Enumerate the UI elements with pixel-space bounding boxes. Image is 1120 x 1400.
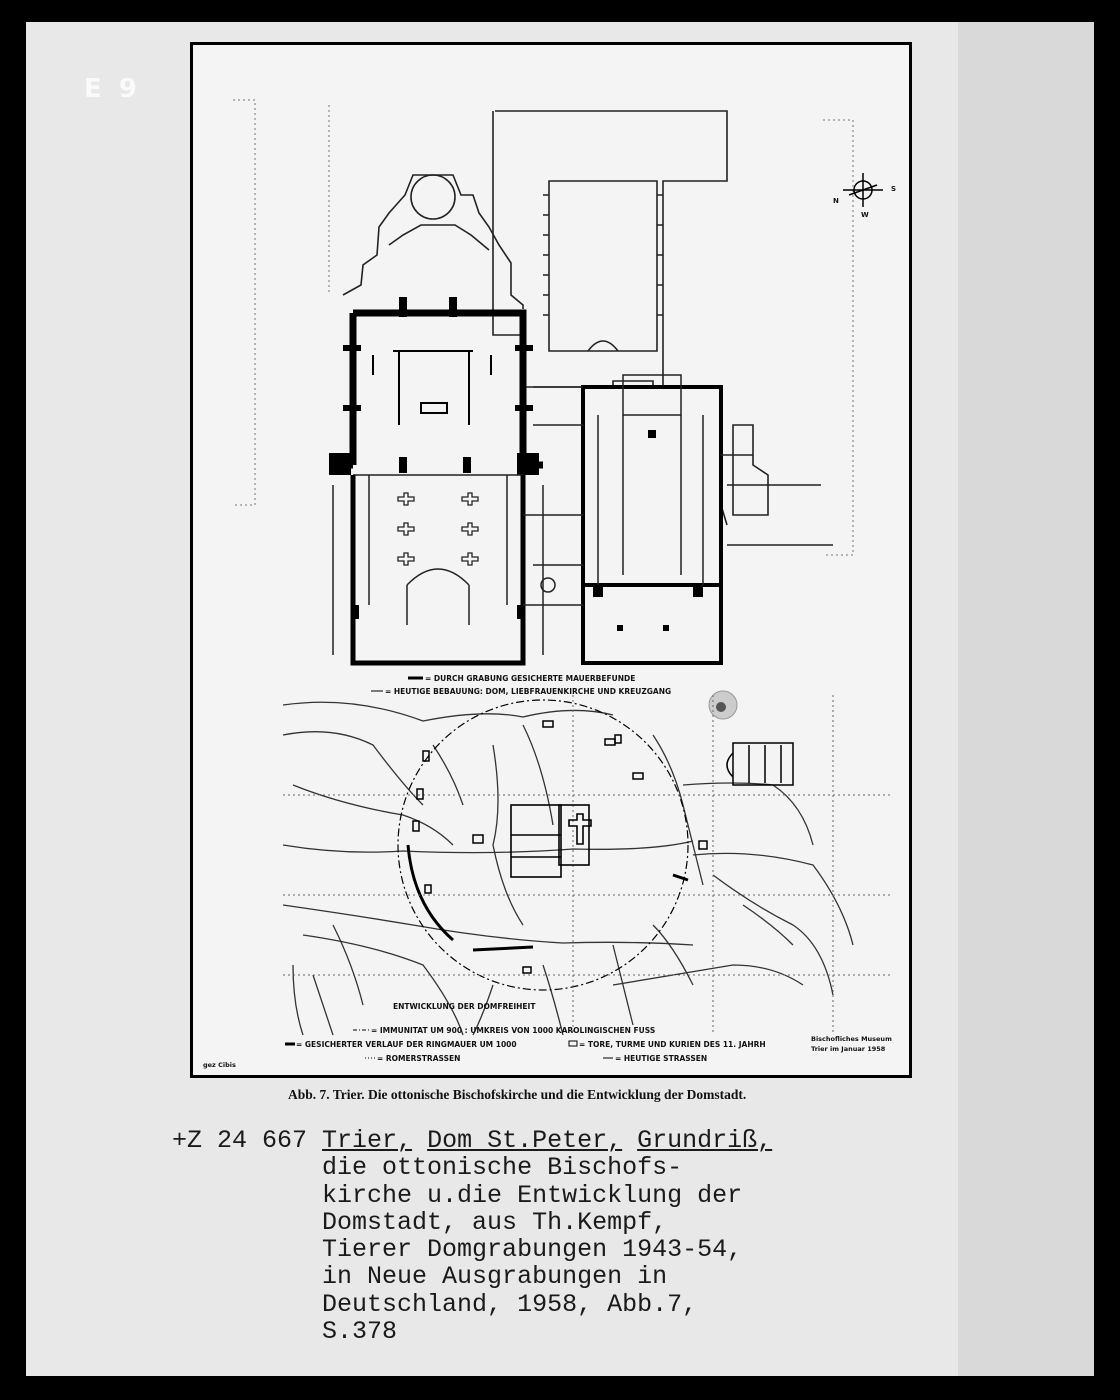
catalog-title-type: Grundriß, [637, 1126, 773, 1155]
svg-text:= ROMERSTRASSEN: = ROMERSTRASSEN [377, 1054, 461, 1063]
svg-text:= HEUTIGE BEBAUUNG: DOM, LIEBF: = HEUTIGE BEBAUUNG: DOM, LIEBFRAUENKIRCHE UND KREUZGANG [385, 687, 672, 696]
catalog-line: S.378 [322, 1317, 398, 1347]
svg-text:= DURCH GRABUNG GESICHERTE MAU: = DURCH GRABUNG GESICHERTE MAUERBEFUNDE [425, 674, 636, 683]
svg-text:Bischofliches Museum: Bischofliches Museum [811, 1035, 892, 1043]
corner-mark: E 9 [84, 74, 141, 104]
catalog-line: Deutschland, 1958, Abb.7, [322, 1289, 698, 1319]
card-shadow-strip [958, 22, 1094, 1376]
catalog-line: Domstadt, aus Th.Kempf, [322, 1207, 668, 1237]
svg-text:gez Cibis: gez Cibis [203, 1061, 236, 1069]
floor-plan-drawing [193, 45, 909, 1075]
catalog-title-place: Trier, [322, 1126, 413, 1155]
street-network [283, 702, 853, 1035]
catalog-line: die ottonische Bischofs- [322, 1153, 683, 1183]
svg-text:= TORE, TURME UND KURIEN DES 1: = TORE, TURME UND KURIEN DES 11. JAHRH [579, 1040, 766, 1049]
catalog-title-building: Dom St.Peter, [427, 1126, 623, 1155]
svg-text:Trier im Januar 1958: Trier im Januar 1958 [811, 1045, 886, 1053]
catalog-number: +Z 24 667 [172, 1126, 308, 1155]
catalog-first-line [172, 1127, 772, 1154]
svg-text:= GESICHERTER VERLAUF DER RING: = GESICHERTER VERLAUF DER RINGMAUER UM 1000 [296, 1040, 517, 1049]
catalog-line: kirche u.die Entwicklung der [322, 1180, 743, 1210]
svg-text:= IMMUNITAT UM 900 : UMKREIS V: = IMMUNITAT UM 900 : UMKREIS VON 1000 KAROLINGISCHEN FUSS [371, 1026, 656, 1035]
compass-icon [843, 173, 883, 207]
catalog-entry [172, 1127, 772, 1345]
svg-text:= HEUTIGE STRASSEN: = HEUTIGE STRASSEN [615, 1054, 708, 1063]
illustration-plate [190, 42, 912, 1078]
svg-text:N: N [833, 197, 839, 205]
figure-caption: Abb. 7. Trier. Die ottonische Bischofskirche und die Entwicklung der Domstadt. [288, 1087, 747, 1102]
svg-text:ENTWICKLUNG DER DOMFREIHEIT: ENTWICKLUNG DER DOMFREIHEIT [393, 1002, 536, 1011]
svg-text:W: W [861, 211, 869, 219]
catalog-line: Tierer Domgrabungen 1943-54, [322, 1235, 743, 1265]
catalog-line: in Neue Ausgrabungen in [322, 1262, 668, 1292]
svg-text:S: S [891, 185, 897, 193]
